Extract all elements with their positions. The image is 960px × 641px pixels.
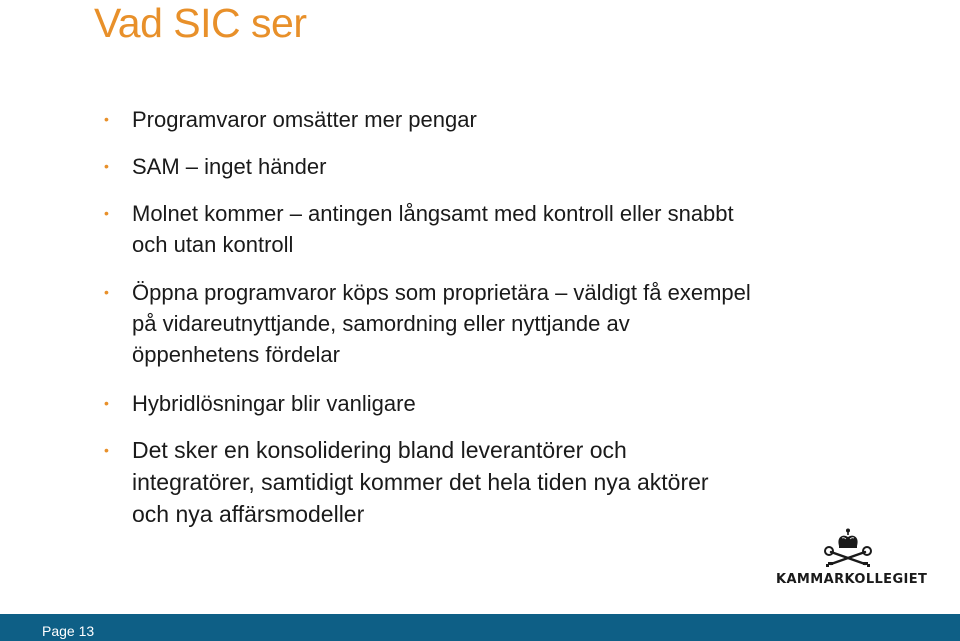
- bullet-text: Programvaror omsätter mer pengar: [132, 107, 477, 132]
- bullet-text: Öppna programvaror köps som proprietära – väldigt få exempel på vidareutnyttjande, samordning eller nyttjande av öppenhetens fördelar: [132, 280, 751, 367]
- bullet-dot-icon: •: [104, 284, 109, 300]
- bullet-dot-icon: •: [104, 158, 109, 174]
- logo-text: KAMMARKOLLEGIET: [776, 572, 928, 587]
- bullet-item: [104, 198, 752, 260]
- bullet-text: Molnet kommer – antingen långsamt med kontroll eller snabbt och utan kontroll: [132, 201, 734, 257]
- kammarkollegiet-logo: [776, 528, 928, 592]
- page-number: Page 13: [42, 623, 95, 639]
- bullet-text: SAM – inget händer: [132, 154, 327, 179]
- bullet-text: Det sker en konsolidering bland leverantörer och integratörer, samtidigt kommer det hela tiden nya aktörer och nya affärsmodeller: [132, 437, 709, 527]
- bullet-item: [104, 104, 752, 135]
- footer-bar: [0, 614, 960, 641]
- bullet-dot-icon: •: [104, 111, 109, 127]
- bullet-item: [104, 434, 752, 530]
- bullet-item: [104, 151, 752, 182]
- bullet-dot-icon: •: [104, 395, 109, 411]
- bullet-item: [104, 277, 752, 370]
- slide-title: Vad SIC ser: [94, 0, 307, 46]
- crown-keys-icon: [822, 528, 874, 568]
- bullet-text: Hybridlösningar blir vanligare: [132, 391, 416, 416]
- bullet-dot-icon: •: [104, 442, 109, 458]
- bullet-dot-icon: •: [104, 205, 109, 221]
- bullet-item: [104, 388, 752, 419]
